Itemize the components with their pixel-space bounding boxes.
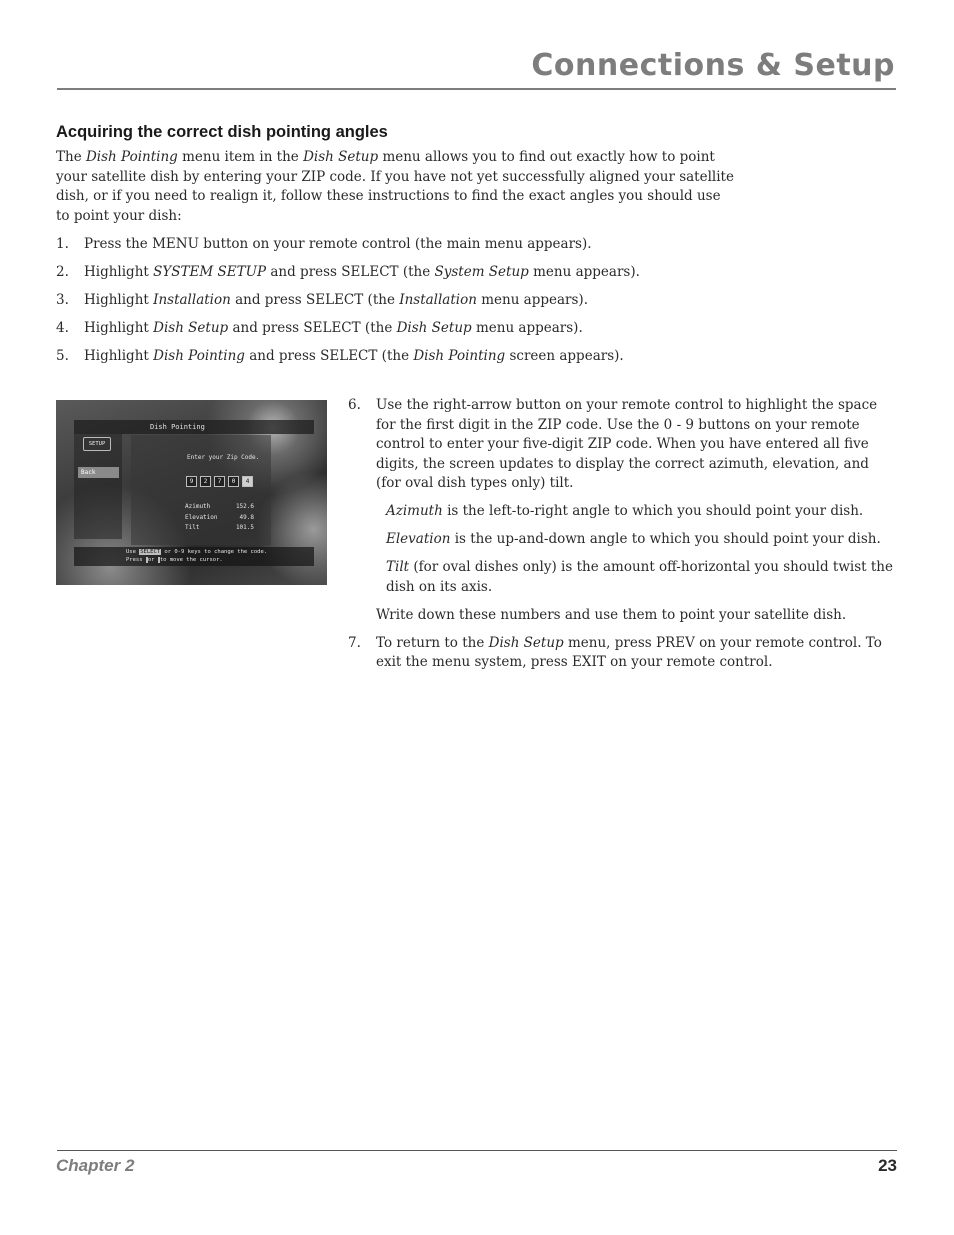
steps-list [56,235,736,375]
zip-digit-highlighted: 4 [242,476,253,487]
page-header-title: Connections & Setup [531,48,895,83]
screen-back-button: Back [78,467,119,478]
definition-elevation: Elevation is the up-and-down angle to which you should point your dish. [386,531,881,547]
zip-digit: 9 [186,476,197,487]
footer-chapter: Chapter 2 [56,1156,135,1175]
screen-zip-prompt: Enter your Zip Code. [187,454,260,461]
zip-digit: 0 [228,476,239,487]
step-item: 7. To return to the Dish Setup menu, press PREV on your remote control. To exit the menu system, press EXIT on your remote control. [348,634,882,670]
select-key-icon: SELECT [140,549,161,555]
footer-divider [57,1150,897,1151]
step-6-7-column [348,396,896,681]
dish-pointing-screenshot [56,400,327,585]
zip-digit: 7 [214,476,225,487]
page-number: 23 [878,1156,897,1175]
step-item: 1. Press the MENU button on your remote control (the main menu appears). [56,236,592,252]
screen-menu-title: Dish Pointing [150,423,205,431]
screen-setup-tab: SETUP [83,437,111,451]
tilt-label: Tilt [185,524,200,531]
intro-paragraph: The Dish Pointing menu item in the Dish Setup menu allows you to find out exactly how to point your satellite dish by entering your ZIP code. If you have not yet successfully aligned your satellite dish, or if you need to realign it, follow these instructions to find the exact angles you should use to point your dish: [56,149,734,224]
azimuth-value: 152.6 [235,503,254,510]
elevation-label: Elevation [185,514,218,521]
header-divider [57,88,896,90]
step-item: 2. Highlight SYSTEM SETUP and press SELECT (the System Setup menu appears). [56,264,640,280]
definition-tilt: Tilt (for oval dishes only) is the amount off-horizontal you should twist the dish on its axis. [386,559,893,595]
help-line-2: Press or to move the cursor. [126,557,223,563]
azimuth-label: Azimuth [185,503,211,510]
elevation-value: 49.8 [239,514,254,521]
write-down-note: Write down these numbers and use them to point your satellite dish. [376,606,847,623]
step-item: 5. Highlight Dish Pointing and press SELECT (the Dish Pointing screen appears). [56,348,624,364]
step-item: 6. Use the right-arrow button on your remote control to highlight the space for the first digit in the ZIP code. Use the 0 - 9 buttons on your remote control to enter your five-digit ZIP code. When you have entered all five digits, the screen updates to display the correct azimuth, elevation, and (for oval dish types only) tilt. [348,397,878,491]
definition-azimuth: Azimuth is the left-to-right angle to which you should point your dish. [386,503,864,519]
step-item: 4. Highlight Dish Setup and press SELECT (the Dish Setup menu appears). [56,320,583,336]
help-line-1: Use SELECT or 0-9 keys to change the code. [126,549,268,555]
zip-digit: 2 [200,476,211,487]
section-heading: Acquiring the correct dish pointing angles [56,123,388,141]
step-item: 3. Highlight Installation and press SELECT (the Installation menu appears). [56,292,588,308]
tilt-value: 101.5 [235,524,254,531]
